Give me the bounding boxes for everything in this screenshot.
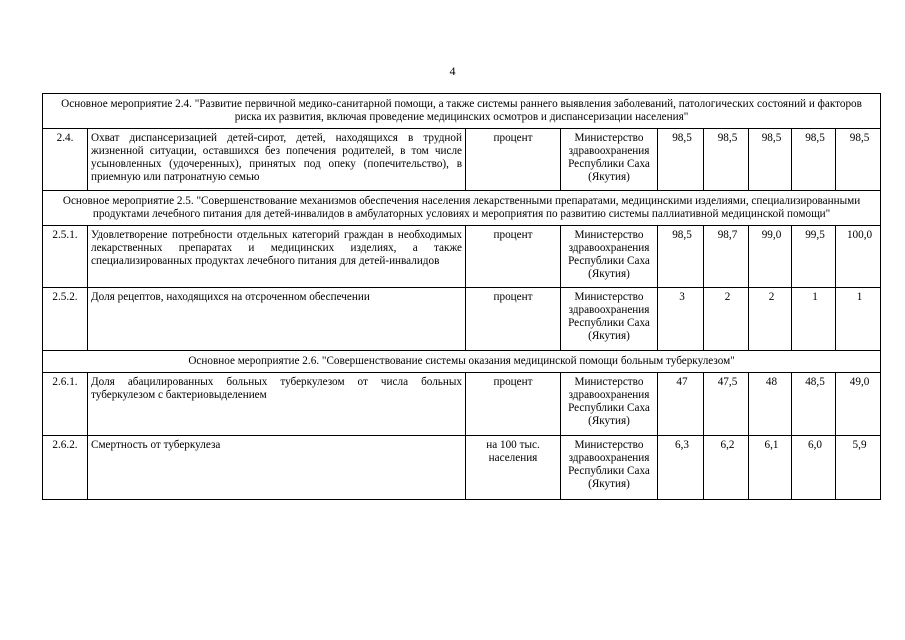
table-row [43,373,881,436]
section-header-row [43,94,881,129]
unit-of-measure: процент [466,129,561,191]
unit-of-measure: процент [466,288,561,351]
indicators-table [42,93,881,500]
indicator-value: 49,0 [836,373,881,436]
indicator-value: 98,5 [704,129,749,191]
row-number: 2.5.1. [43,226,88,288]
row-number: 2.6.1. [43,373,88,436]
unit-of-measure: процент [466,226,561,288]
indicator-value: 6,2 [704,436,749,500]
table-row [43,288,881,351]
indicator-value: 98,5 [749,129,792,191]
indicator-name: Удовлетворение потребности отдельных категорий граждан в необходимых лекарственных препаратах и медицинских изделиях, а также специализированных продуктах лечебного питания для детей-инвалидов [88,226,466,288]
indicator-name: Доля рецептов, находящихся на отсроченном обеспечении [88,288,466,351]
indicator-value: 98,5 [658,226,704,288]
executor: Министерство здравоохранения Республики Саха (Якутия) [561,129,658,191]
indicator-value: 2 [749,288,792,351]
unit-of-measure: на 100 тыс. населения [466,436,561,500]
executor: Министерство здравоохранения Республики Саха (Якутия) [561,288,658,351]
indicator-name: Смертность от туберкулеза [88,436,466,500]
indicator-value: 47 [658,373,704,436]
unit-of-measure: процент [466,373,561,436]
indicator-value: 2 [704,288,749,351]
indicator-value: 99,5 [792,226,836,288]
table-row [43,436,881,500]
section-header-row [43,351,881,373]
table-row [43,226,881,288]
indicator-value: 98,5 [836,129,881,191]
indicator-value: 98,5 [658,129,704,191]
row-number: 2.5.2. [43,288,88,351]
indicator-value: 1 [792,288,836,351]
indicator-value: 6,3 [658,436,704,500]
indicator-value: 5,9 [836,436,881,500]
indicator-value: 98,5 [792,129,836,191]
indicator-value: 98,7 [704,226,749,288]
executor: Министерство здравоохранения Республики Саха (Якутия) [561,436,658,500]
indicator-value: 48,5 [792,373,836,436]
section-title: Основное мероприятие 2.4. "Развитие первичной медико-санитарной помощи, а также системы раннего выявления заболеваний, патологических состояний и факторов риска их развития, включая проведение медицинских осмотров и диспансеризации населения" [43,94,881,129]
section-title: Основное мероприятие 2.6. "Совершенствование системы оказания медицинской помощи больным туберкулезом" [43,351,881,373]
indicator-value: 6,0 [792,436,836,500]
indicator-value: 47,5 [704,373,749,436]
row-number: 2.6.2. [43,436,88,500]
page-number: 4 [449,64,456,78]
section-title: Основное мероприятие 2.5. "Совершенствование механизмов обеспечения населения лекарственными препаратами, медицинскими изделиями, специализированными продуктами лечебного питания для детей-инвалидов в амбулаторных условиях и мероприятия по развитию системы паллиативной медицинской помощи" [43,191,881,226]
indicator-value: 100,0 [836,226,881,288]
executor: Министерство здравоохранения Республики Саха (Якутия) [561,226,658,288]
row-number: 2.4. [43,129,88,191]
indicator-name: Охват диспансеризацией детей-сирот, детей, находящихся в трудной жизненной ситуации, оставшихся без попечения родителей, в том числе усыновленных (удочеренных), принятых под опеку (попечительство), в приемную или патронатную семью [88,129,466,191]
indicator-value: 99,0 [749,226,792,288]
indicator-name: Доля абацилированных больных туберкулезом от числа больных туберкулезом с бактериовыделением [88,373,466,436]
section-header-row [43,191,881,226]
indicator-value: 1 [836,288,881,351]
indicator-value: 6,1 [749,436,792,500]
indicator-value: 3 [658,288,704,351]
table-row [43,129,881,191]
executor: Министерство здравоохранения Республики Саха (Якутия) [561,373,658,436]
indicator-value: 48 [749,373,792,436]
